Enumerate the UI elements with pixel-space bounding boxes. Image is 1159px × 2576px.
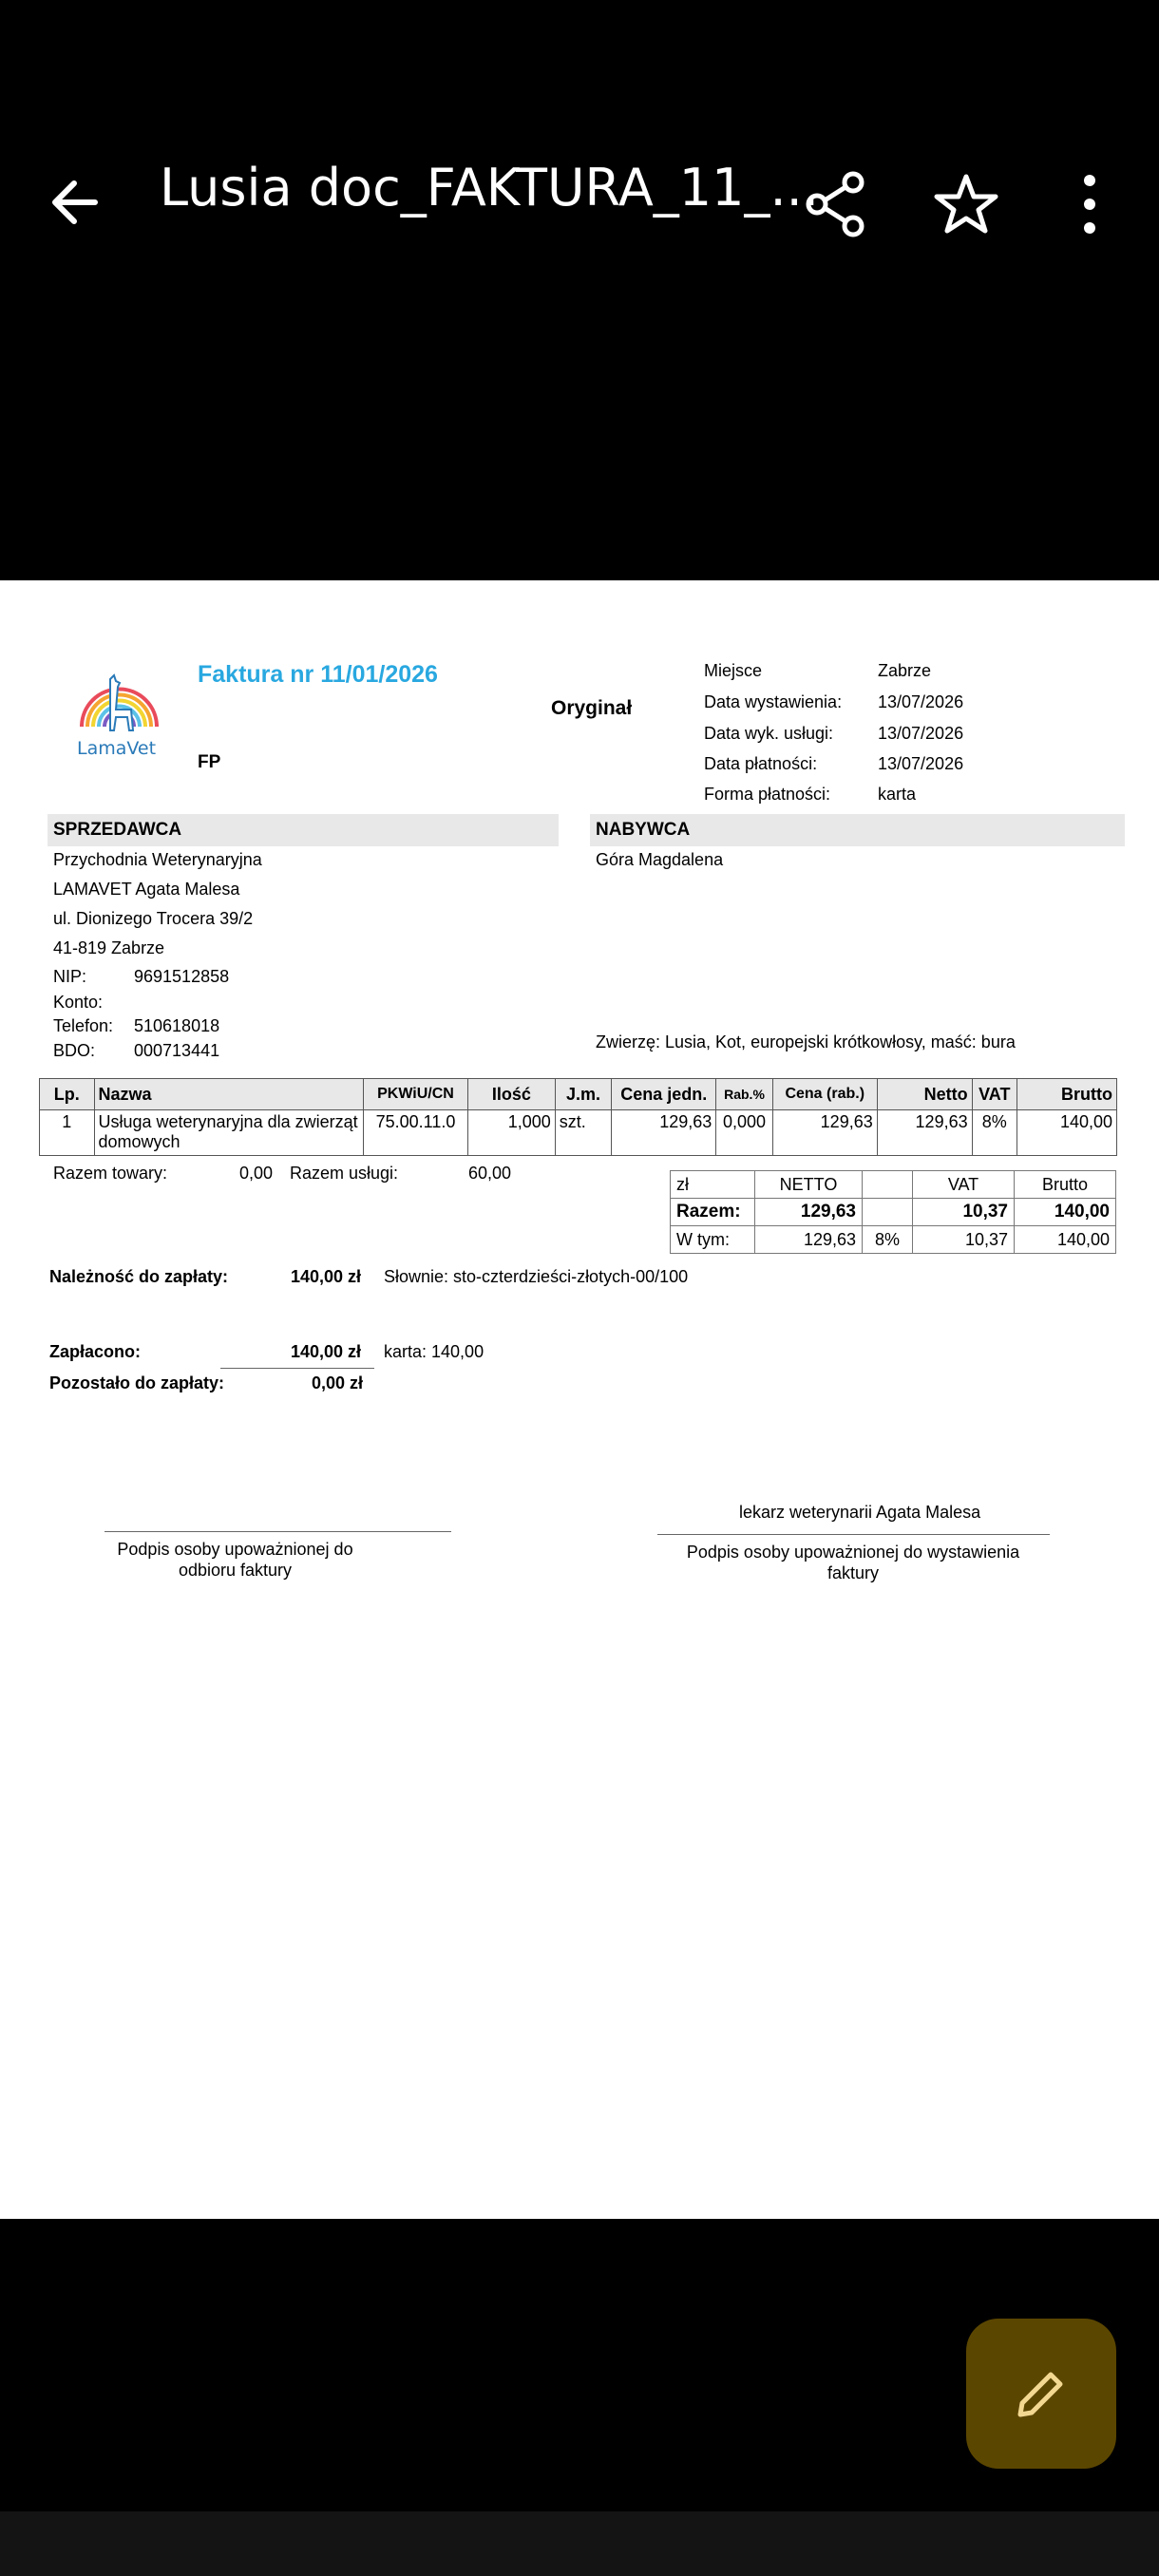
lamavet-logo — [74, 672, 164, 763]
col-header: Netto — [877, 1079, 972, 1110]
nip-value: 9691512858 — [134, 967, 230, 986]
zaplacono-label: Zapłacono: — [49, 1342, 142, 1361]
system-nav-bar — [0, 2511, 1159, 2576]
sum-cell: 140,00 — [1015, 1199, 1116, 1226]
konto-label: Konto: — [53, 993, 104, 1012]
col-header: PKWiU/CN — [364, 1079, 468, 1110]
cell-netto: 129,63 — [877, 1110, 972, 1156]
razem-uslugi-label: Razem usługi: — [290, 1164, 399, 1183]
cell-unit: szt. — [555, 1110, 612, 1156]
pozostalo-label: Pozostało do zapłaty: — [49, 1373, 225, 1392]
arrow-back-icon[interactable] — [48, 169, 104, 236]
zaplacono-detail: karta: 140,00 — [384, 1342, 484, 1361]
items-table — [39, 1078, 1117, 1156]
col-header: Nazwa — [94, 1079, 364, 1110]
table-row — [40, 1110, 1117, 1156]
sum-cell: 129,63 — [755, 1199, 863, 1226]
star-icon[interactable] — [933, 171, 999, 237]
col-header: J.m. — [555, 1079, 612, 1110]
app-bar — [0, 0, 1159, 579]
cell-price-disc: 129,63 — [772, 1110, 877, 1156]
seller-line: LAMAVET Agata Malesa — [53, 880, 240, 899]
meta-value: karta — [878, 785, 917, 804]
summary-header-row — [671, 1171, 1116, 1199]
buyer-header: NABYWCA — [590, 814, 1125, 846]
cell-brutto: 140,00 — [1017, 1110, 1117, 1156]
meta-label: Forma płatności: — [704, 785, 831, 804]
doc-type: FP — [198, 752, 221, 772]
phone-label: Telefon: — [53, 1016, 114, 1035]
col-header: VAT — [972, 1079, 1016, 1110]
meta-label: Data wyk. usługi: — [704, 724, 834, 743]
original-label: Oryginał — [551, 697, 633, 719]
invoice-number: Faktura nr 11/01/2026 — [198, 661, 438, 688]
col-header: Cena (rab.) — [772, 1079, 877, 1110]
share-icon[interactable] — [804, 171, 870, 237]
signature-line-right — [657, 1534, 1050, 1535]
meta-value: 13/07/2026 — [878, 692, 964, 711]
sum-cell: Brutto — [1015, 1171, 1116, 1199]
meta-label: Data wystawienia: — [704, 692, 843, 711]
summary-vat-row — [671, 1226, 1116, 1254]
col-header: Ilość — [467, 1079, 555, 1110]
sum-cell: 10,37 — [913, 1199, 1015, 1226]
nip-label: NIP: — [53, 967, 87, 986]
more-vert-icon[interactable] — [1056, 171, 1123, 237]
issuer-name: lekarz weterynarii Agata Malesa — [739, 1503, 981, 1522]
seller-line: Przychodnia Weterynaryjna — [53, 850, 262, 869]
sum-cell: 140,00 — [1015, 1226, 1116, 1254]
cell-lp: 1 — [40, 1110, 95, 1156]
signature-left-caption: Podpis osoby upoważnionej do odbioru faktury — [117, 1540, 353, 1580]
col-header: Cena jedn. — [612, 1079, 716, 1110]
llama-rainbow-icon — [74, 672, 164, 738]
summary-total-row — [671, 1199, 1116, 1226]
sum-cell: 10,37 — [913, 1226, 1015, 1254]
sum-cell: zł — [671, 1171, 755, 1199]
summary-table — [670, 1170, 1116, 1254]
signature-line-left — [104, 1531, 451, 1532]
invoice-page[interactable] — [0, 580, 1159, 2219]
bdo-value: 000713441 — [134, 1041, 220, 1060]
naleznosc-value: 140,00 zł — [291, 1267, 362, 1286]
seller-line: 41-819 Zabrze — [53, 938, 165, 957]
seller-line: ul. Dionizego Trocera 39/2 — [53, 909, 254, 928]
meta-value: Zabrze — [878, 661, 932, 680]
razem-towary-value: 0,00 — [239, 1164, 274, 1183]
document-title: Lusia doc_FAKTURA_11_... — [160, 158, 820, 218]
cell-qty: 1,000 — [467, 1110, 555, 1156]
seller-header: SPRZEDAWCA — [48, 814, 559, 846]
cell-pkwiu: 75.00.11.0 — [364, 1110, 468, 1156]
pozostalo-value: 0,00 zł — [312, 1373, 364, 1392]
bdo-label: BDO: — [53, 1041, 96, 1060]
meta-label: Miejsce — [704, 661, 763, 680]
col-header: Brutto — [1017, 1079, 1117, 1110]
cell-discount: 0,000 — [716, 1110, 773, 1156]
logo-text: LamaVet — [77, 738, 157, 759]
cell-unit-price: 129,63 — [612, 1110, 716, 1156]
sum-cell: 8% — [863, 1226, 913, 1254]
sum-cell: VAT — [913, 1171, 1015, 1199]
meta-value: 13/07/2026 — [878, 754, 964, 773]
col-header: Rab.% — [716, 1079, 773, 1110]
meta-value: 13/07/2026 — [878, 724, 964, 743]
meta-label: Data płatności: — [704, 754, 818, 773]
animal-info: Zwierzę: Lusia, Kot, europejski krótkowłosy, maść: bura — [596, 1032, 1016, 1051]
cell-vat: 8% — [972, 1110, 1016, 1156]
razem-uslugi-value: 60,00 — [468, 1164, 512, 1183]
edit-button[interactable] — [966, 2319, 1116, 2469]
items-header-row — [40, 1079, 1117, 1110]
signature-right-caption: Podpis osoby upoważnionej do wystawienia faktury — [686, 1543, 1020, 1582]
edit-pencil-icon — [1013, 2365, 1070, 2422]
sum-cell: 129,63 — [755, 1226, 863, 1254]
zaplacono-value: 140,00 zł — [291, 1342, 362, 1361]
sum-cell: Razem: — [671, 1199, 755, 1226]
razem-towary-label: Razem towary: — [53, 1164, 168, 1183]
cell-name: Usługa weterynaryjna dla zwierząt domowych — [94, 1110, 364, 1156]
divider — [220, 1368, 374, 1369]
col-header: Lp. — [40, 1079, 95, 1110]
phone-value: 510618018 — [134, 1016, 220, 1035]
sum-cell — [863, 1171, 913, 1199]
sum-cell: NETTO — [755, 1171, 863, 1199]
naleznosc-label: Należność do zapłaty: — [49, 1267, 229, 1286]
amount-in-words: Słownie: sto-czterdzieści-złotych-00/100 — [384, 1267, 689, 1286]
buyer-name: Góra Magdalena — [596, 850, 724, 869]
sum-cell — [863, 1199, 913, 1226]
sum-cell: W tym: — [671, 1226, 755, 1254]
